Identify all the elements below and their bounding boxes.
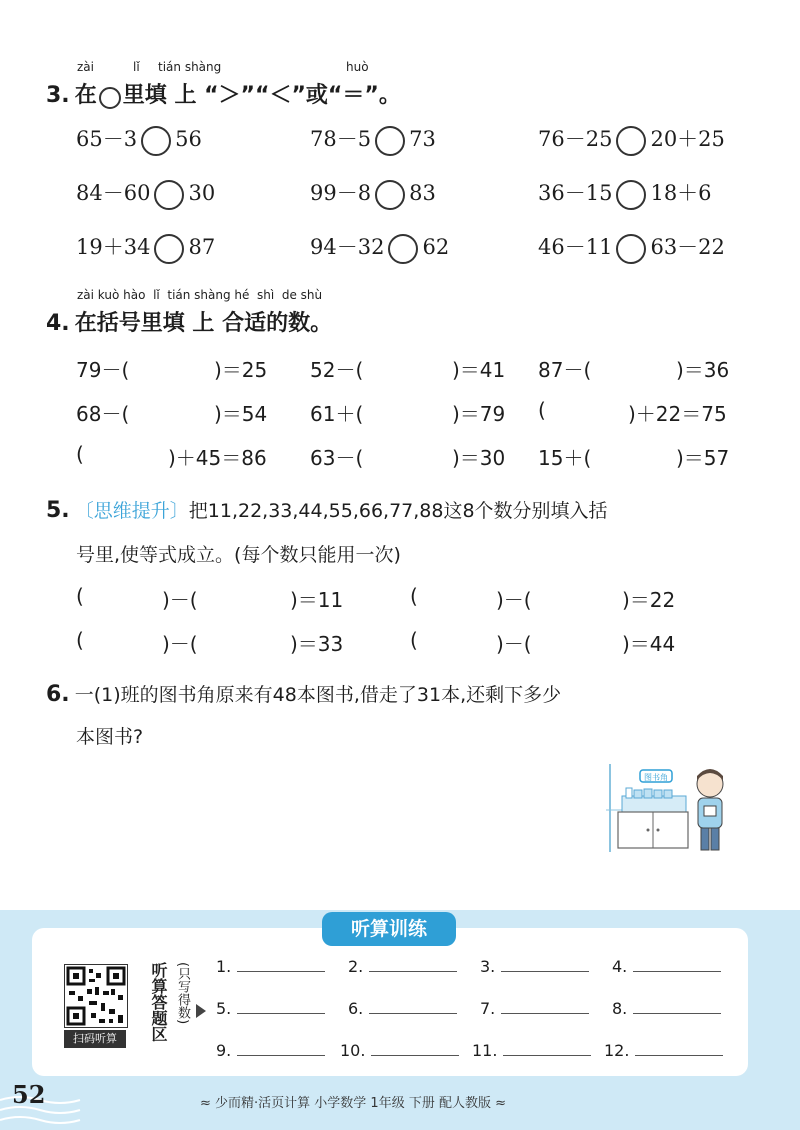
answer-circle[interactable]: [375, 126, 405, 156]
q4-item-left: (: [538, 398, 546, 422]
answer-slot[interactable]: 7.: [480, 999, 589, 1018]
q6-number: 6.: [46, 682, 70, 707]
answer-line[interactable]: [633, 957, 721, 972]
answer-line[interactable]: [501, 957, 589, 972]
q3-item: 46－11 63－22: [538, 231, 725, 264]
answer-slot[interactable]: 10.: [340, 1041, 459, 1060]
answer-circle[interactable]: [375, 180, 405, 210]
answer-line[interactable]: [237, 999, 325, 1014]
q5-line-2: 号里,使等式成立。(每个数只能用一次): [76, 544, 401, 566]
q3-title: [46, 78, 401, 109]
answer-circle[interactable]: [616, 180, 646, 210]
qr-code[interactable]: [64, 964, 128, 1028]
q5-part: )－(: [496, 632, 532, 656]
q3-item: 76－25 20＋25: [538, 123, 725, 156]
q4-number: 4.: [46, 311, 70, 336]
answer-line[interactable]: [237, 957, 325, 972]
answer-line[interactable]: [501, 999, 589, 1014]
q5-part: )＝11: [290, 588, 344, 612]
answer-slot[interactable]: 12.: [604, 1041, 723, 1060]
q5-part: )＝33: [290, 632, 344, 656]
q4-item-left: 15＋(: [538, 446, 592, 470]
q4-item-right: )＝41: [452, 358, 506, 382]
q6-text-1: 一(1)班的图书角原来有48本图书,借走了31本,还剩下多少: [74, 684, 562, 706]
answer-circle[interactable]: [154, 234, 184, 264]
answer-line[interactable]: [369, 957, 457, 972]
q3-item: 36－15 18＋6: [538, 177, 712, 210]
q4-item-right: )＝54: [214, 402, 268, 426]
q3-pinyin-tianshang: tián shàng: [158, 60, 222, 74]
answer-slot[interactable]: 2.: [348, 957, 457, 976]
book-corner-sign: 图书角: [644, 773, 668, 782]
q3-title-b: 里填 上 “＞”“＜”或“＝”。: [122, 83, 401, 108]
answer-circle[interactable]: [388, 234, 418, 264]
answer-slot[interactable]: 6.: [348, 999, 457, 1018]
q4-pinyin: zài kuò hào lǐ tián shàng hé shì de shù: [77, 288, 323, 302]
q3-title-circle: [99, 87, 121, 109]
q3-item: 94－32 62: [310, 231, 449, 264]
q6-line-2: 本图书?: [76, 726, 144, 748]
answer-slot[interactable]: 1.: [216, 957, 325, 976]
q5-part: (: [76, 628, 84, 652]
q4-item-left: 68－(: [76, 402, 130, 426]
q4-item-right: )＋45＝86: [168, 446, 267, 470]
q5-part: )－(: [496, 588, 532, 612]
answer-line[interactable]: [633, 999, 721, 1014]
q3-pinyin-li: lǐ: [133, 60, 140, 74]
q4-item-right: )＝30: [452, 446, 506, 470]
q4-title: [46, 306, 332, 337]
q5-tag: 〔思维提升〕: [74, 500, 189, 522]
q5-part: )＝44: [622, 632, 676, 656]
answer-slot[interactable]: 4.: [612, 957, 721, 976]
q3-item: 99－8 83: [310, 177, 436, 210]
q5-part: (: [410, 584, 418, 608]
qr-label: 扫码听算: [64, 1030, 126, 1048]
q3-pinyin-zai: zài: [77, 60, 94, 74]
q4-item-right: )＋22＝75: [628, 402, 727, 426]
q4-item-left: 61＋(: [310, 402, 364, 426]
answer-circle[interactable]: [616, 126, 646, 156]
answer-slot[interactable]: 3.: [480, 957, 589, 976]
q3-item: 19＋34 87: [76, 231, 215, 264]
q5-part: (: [410, 628, 418, 652]
answer-slot[interactable]: 9.: [216, 1041, 325, 1060]
q4-item-right: )＝36: [676, 358, 730, 382]
q3-pinyin-huo: huò: [346, 60, 369, 74]
q5-text-1: 把11,22,33,44,55,66,77,88这8个数分别填入括: [188, 500, 608, 522]
answer-circle[interactable]: [141, 126, 171, 156]
q5-part: )－(: [162, 588, 198, 612]
book-corner-illustration: [606, 762, 756, 860]
listen-title: 听算训练: [322, 912, 456, 946]
q4-item-right: )＝25: [214, 358, 268, 382]
q3-number: 3.: [46, 83, 70, 108]
answer-line[interactable]: [635, 1041, 723, 1056]
page-number: 52: [12, 1080, 46, 1109]
answer-slot[interactable]: 11.: [472, 1041, 591, 1060]
q4-title-text: 在括号里填 上 合适的数。: [74, 311, 333, 336]
q3-item: 78－5 73: [310, 123, 436, 156]
q5-part: )＝22: [622, 588, 676, 612]
answer-slot[interactable]: 5.: [216, 999, 325, 1018]
qr-code-icon: [65, 965, 127, 1027]
answer-circle[interactable]: [616, 234, 646, 264]
answer-slot[interactable]: 8.: [612, 999, 721, 1018]
answer-area-label: 听算答题区: [149, 962, 168, 1042]
answer-line[interactable]: [371, 1041, 459, 1056]
q3-item: 65－3 56: [76, 123, 202, 156]
q3-title-a: 在: [74, 83, 97, 108]
q3-item: 84－60 30: [76, 177, 215, 210]
footer-text: ≈ 少而精·活页计算 小学数学 1年级 下册 配人教版 ≈: [200, 1096, 506, 1111]
q4-item-right: )＝79: [452, 402, 506, 426]
q4-item-left: 52－(: [310, 358, 364, 382]
answer-line[interactable]: [237, 1041, 325, 1056]
answer-area-note: (只写得数): [175, 962, 190, 1025]
q6-line-1: [46, 680, 561, 707]
q5-part: (: [76, 584, 84, 608]
q4-item-right: )＝57: [676, 446, 730, 470]
q5-line-1: [46, 496, 608, 523]
q4-item-left: (: [76, 442, 84, 466]
q5-number: 5.: [46, 498, 70, 523]
q4-item-left: 79－(: [76, 358, 130, 382]
answer-circle[interactable]: [154, 180, 184, 210]
q4-item-left: 63－(: [310, 446, 364, 470]
q4-item-left: 87－(: [538, 358, 592, 382]
answer-line[interactable]: [369, 999, 457, 1014]
q5-part: )－(: [162, 632, 198, 656]
answer-line[interactable]: [503, 1041, 591, 1056]
arrow-right-icon: [196, 1004, 206, 1018]
